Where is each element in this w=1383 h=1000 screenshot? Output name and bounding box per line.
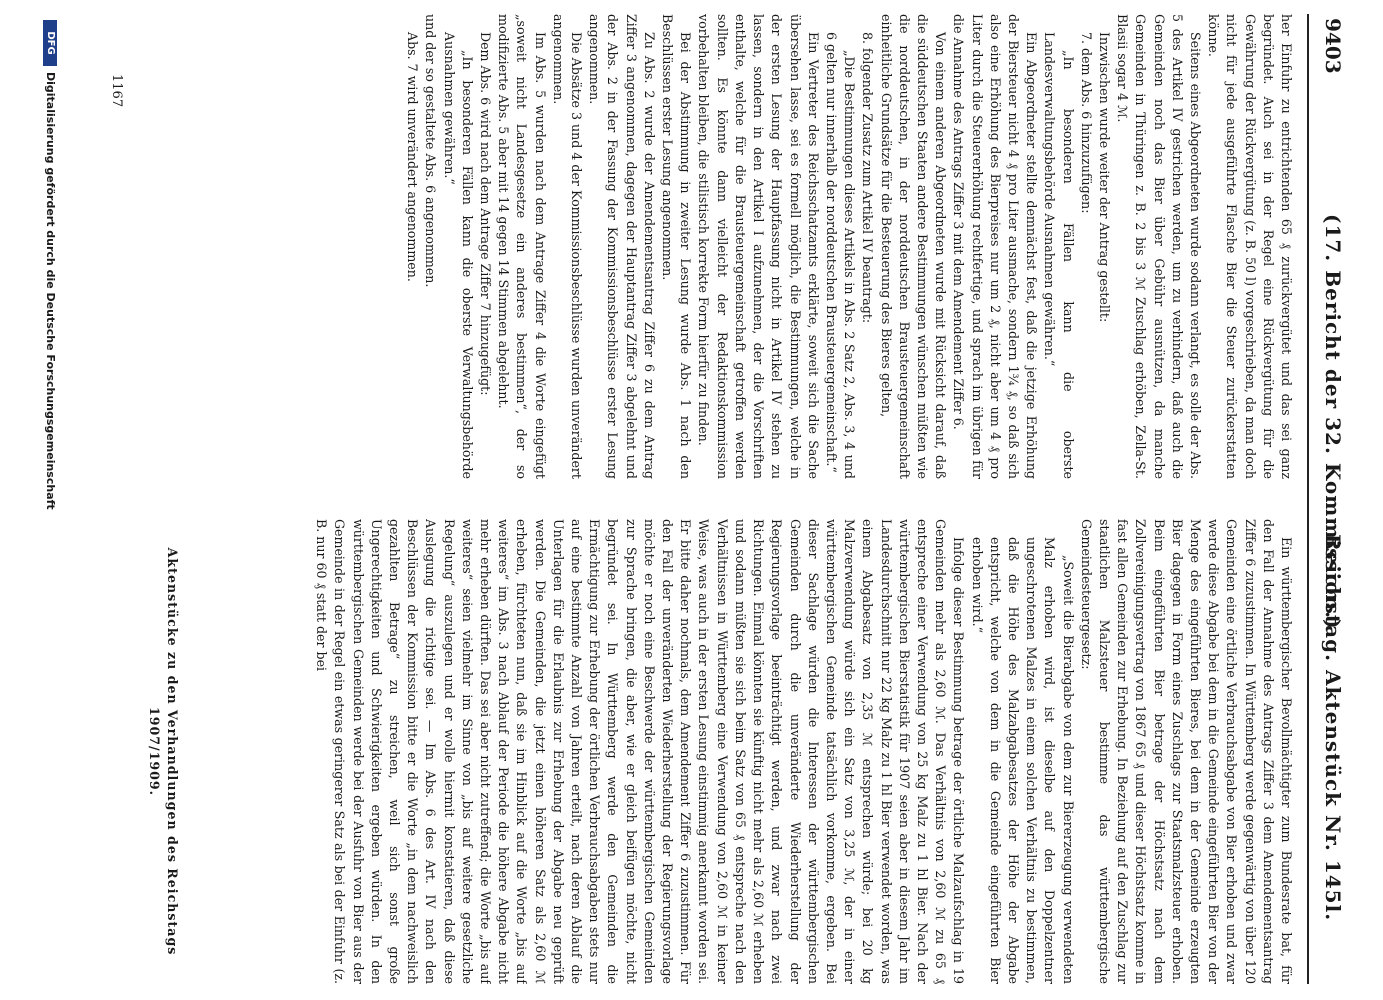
left-column xyxy=(145,14,1295,479)
paragraph: Inzwischen wurde weiter der Antrag gestellt: xyxy=(1096,32,1112,323)
paragraph: 8. folgender Zusatz zum Artikel IV beantragt: xyxy=(860,32,876,324)
paragraph: Von einem anderen Abgeordneten wurde mit Rücksicht darauf, daß die süddeutschen Staaten andere Bestimmungen wünschen müßten wie die norddeutschen, in der norddeutschen Brausteuergemeinschaft einheitliche Grundsätze für die Besteuerung des Bieres gelten, xyxy=(878,14,949,479)
paragraph: Zu Abs. 2 wurde der Amendementsantrag Ziffer 6 zu dem Antrag Ziffer 3 angenommen, dagegen der Hauptantrag Ziffer 3 abgelehnt und der Abs. 2 in der Fassung der Kommissionsbeschlüsse erster Lesung angenommen. xyxy=(587,14,657,479)
publication-note: Aktenstücke zu den Verhandlungen des Reichstags 1907/1909. xyxy=(147,547,181,956)
paragraph: Infolge dieser Bestimmung betrage der örtliche Malzaufschlag in 19 Gemeinden mehr als 2,60 ℳ. Das Verhältnis von 2,60 ℳ zu 65 ₰ entspreche einer Verwendung von 25 kg Malz zu 1 hl Bier. Nach der württembergischen Bierstatistik für 1907 seien aber in diesem Jahr im Landesdurchschnitt nur 22 kg Malz zu 1 hl Bier verwendet worden, was einem Abgabesatz von 2,35 ℳ entsprechen würde; bei 20 kg Malzverwendung würde sich ein Satz von 3,25 ℳ, der in einer württembergischen Gemeinde tatsächlich vorkomme, ergeben. Bei dieser Sachlage würden die Interessen der württembergischen Gemeinden durch die unveränderte Wiederherstellung der Regierungsvorlage beeinträchtigt werden, und zwar nach zwei Richtungen. Einmal könnten sie künftig nicht mehr als 2,60 ℳ erheben und sodann müßten sie sich beim Satz von 65 ₰ entspreche nach den Verhältnissen in Württemberg eine Verwendung von 2,60 ℳ in keiner Weise, was auch in der ersten Lesung einstimmig anerkannt worden sei. Er bitte daher nochmals, dem Amendement Ziffer 6 zuzustimmen. Für den Fall der unveränderten Wiederherstellung der Regierungsvorlage möchte er noch eine Beschwerde der württembergischen Gemeinden zur Sprache bringen, die aber, wie er gleich beifügen möchte, nicht begründet sei. In Württemberg werde den Gemeinden die Ermächtigung zur Erhebung der örtlichen Verbrauchsabgaben stets nur auf eine bestimmte Anzahl von Jahren erteilt, nach deren Ablauf die Unterlagen für die Erlaubnis zur Erhebung der Abgabe neu geprüft werden. Die Gemeinden, die jetzt einen höheren Satz als 2,60 ℳ erheben, fürchteten nun, daß sie im Hinblick auf die Worte „bis auf weiteres“ im Abs. 3 nach Ablauf der Periode die höhere Abgabe nicht mehr erheben dürften. Das sei aber nicht zutreffend; die Worte „bis auf weiteres“ seien vielmehr im Sinne von „bis auf weitere gesetzliche Regelung“ auszulegen und er wolle hiermit konstatieren, daß diese Auslegung die richtige sei. — Im Abs. 6 des Art. IV nach den Beschlüssen der Kommission bitte er die Worte „in dem nachweislich gezahlten Betrage“ zu streichen, weil sich sonst große Ungerechtigkeiten und Schwierigkeiten ergeben würden. In den württembergischen Gemeinden werde bei der Ausfuhr von Bier aus der Gemeinde in der Regel ein etwas geringerer Satz als bei der Einfuhr (z. B. nur 60 ₰ statt der bei xyxy=(314,519,967,984)
paragraph: Die Absätze 3 und 4 der Kommissionsbeschlüsse wurden unverändert angenommen. xyxy=(550,14,585,479)
paragraph: und der so gestaltete Abs. 6 angenommen. xyxy=(423,14,439,288)
digitization-credit: Digitalisierung gefördert durch die Deutsche Forschungsgemeinschaft xyxy=(44,72,57,510)
dfg-logo-icon: DFG xyxy=(43,20,57,66)
paragraph: Ein württembergischer Bevollmächtigter zum Bundesrate bat, für den Fall der Annahme des Antrags Ziffer 3 dem Amendementsantrag Ziffer 6 zuzustimmen. In Württemberg werde gegenwärtig von über 120 Gemeinden eine örtliche Verbrauchsabgabe von Bier erhoben und zwar werde diese Abgabe bei dem in die Gemeinde eingeführten Bier von der Menge des eingeführten Bieres, bei dem in der Gemeinde erzeugten Bier dagegen in Form eines Zuschlags zur Staatsmalzsteuer erhoben. Beim eingeführten Bier betrage der Höchstsatz nach dem Zollvereinigungsvertrag von 1867 65 ₰ und dieser Höchstsatz komme in fast allen Gemeinden zur Erhebung. In Beziehung auf den Zuschlag zur staatlichen Malzsteuer bestimme das württembergische Gemeindesteuergesetz: xyxy=(1078,519,1294,984)
paragraph: Dem Abs. 6 wird nach dem Antrage Ziffer 7 hinzugefügt: xyxy=(478,32,494,396)
quoted-paragraph: „In besonderen Fällen kann die oberste Landesverwaltungsbehörde Ausnahmen gewähren.“ xyxy=(1042,32,1076,479)
digitization-strip xyxy=(43,0,83,1000)
quoted-paragraph: „Die Bestimmungen dieses Artikels in Abs. 2 Satz 2, Abs. 3, 4 und 6 gelten nur innerhalb der norddeutschen Brausteuergemeinschaft.“ xyxy=(823,32,858,479)
paragraph: Abs. 7 wird unverändert angenommen. xyxy=(405,32,421,282)
paragraph: Im Abs. 5 wurden nach dem Antrage Ziffer 4 die Worte eingefügt „soweit nicht Landesgesetze ein anderes bestimmen“, der so modifizierte Abs. 5 aber mit 14 gegen 14 Stimmen abgelehnt. xyxy=(496,14,548,479)
quoted-paragraph: „In besonderen Fällen kann die oberste Verwaltungsbehörde Ausnahmen gewähren.“ xyxy=(441,32,475,479)
quoted-paragraph: „Soweit die Bierabgabe von dem zur Biererzeugung verwendeten Malz erhoben wird, ist dieselbe auf den Doppelzentner ungeschrotenen Malzes in einem solchen Verhältnis zu bestimmen, daß die Höhe des Malzabgabesatzes der Höhe der Abgabe entspricht, welche von dem in die Gemeinde eingeführten Bier erhoben wird.“ xyxy=(969,537,1076,984)
folio-number: 1167 xyxy=(109,74,124,108)
paragraph: Ein Abgeordneter stellte demnächst fest, daß die jetzige Erhöhung der Biersteuer nicht 4 ₰ pro Liter ausmache, sondern 1¾ ₰, so daß sich also eine Erhöhung des Bierpreises nur um 2 ₰, nicht aber um 4 ₰ pro Liter durch die Steuererhöhung rechtfertige, und sprach im übrigen für die Annahme des Antrags Ziffer 3 mit dem Amendement Ziffer 6. xyxy=(951,14,1040,479)
page-header xyxy=(1307,14,1353,984)
paragraph: Seitens eines Abgeordneten wurde sodann verlangt, es solle der Abs. 5 des Artikel IV gestrichen werden, um zu verhindern, daß auch die Gemeinden noch das Bier über Gebühr ausnützen, da manche Gemeinden in Thüringen z. B. 2 bis 3 ℳ Zuschlag erhöben, Zella-St. Blasii sogar 4 ℳ. xyxy=(1115,14,1203,479)
page-sheet xyxy=(63,14,1353,984)
page-number: 9403 xyxy=(1321,18,1345,74)
paragraph: Bei der Abstimmung in zweiter Lesung wurde Abs. 1 nach den Beschlüssen erster Lesung angenommen. xyxy=(660,14,694,479)
page-footer xyxy=(98,14,128,984)
document-title: Reichstag. Aktenstück Nr. 145l. xyxy=(1321,534,1345,922)
paragraph: 7. dem Abs. 6 hinzuzufügen: xyxy=(1078,32,1094,214)
report-title: (17. Bericht der 32. Kommission.) xyxy=(1321,214,1345,630)
paragraph: her Einfuhr zu entrichtenden 65 ₰ zurückvergütet und das sei ganz begründet. Auch sei in der Regel eine Rückvergütung für die Gewährung der Rückvergütung (z. B. 50 l) vorgeschrieben, da man doch nicht für jede ausgeführte Flasche Bier die Steuer zurückerstatten könne. xyxy=(1206,14,1294,479)
right-column xyxy=(145,519,1295,984)
paragraph: Ein Vertreter des Reichsschatzamts erklärte, soweit sich die Sache übersehen lasse, sei es formell möglich, die Bestimmungen, welche in der ersten Lesung der Hauptfassung nicht in Artikel IV stehen zu lassen, sondern in den Artikel I aufzunehmen, der die Vorschriften enthalte, welche für die Brausteuergemeinschaft getroffen werden sollten. Es könnte dann vielleicht der Redaktionskommission vorbehalten bleiben, die stilistisch korrekte Form hierfür zu finden. xyxy=(696,14,821,479)
